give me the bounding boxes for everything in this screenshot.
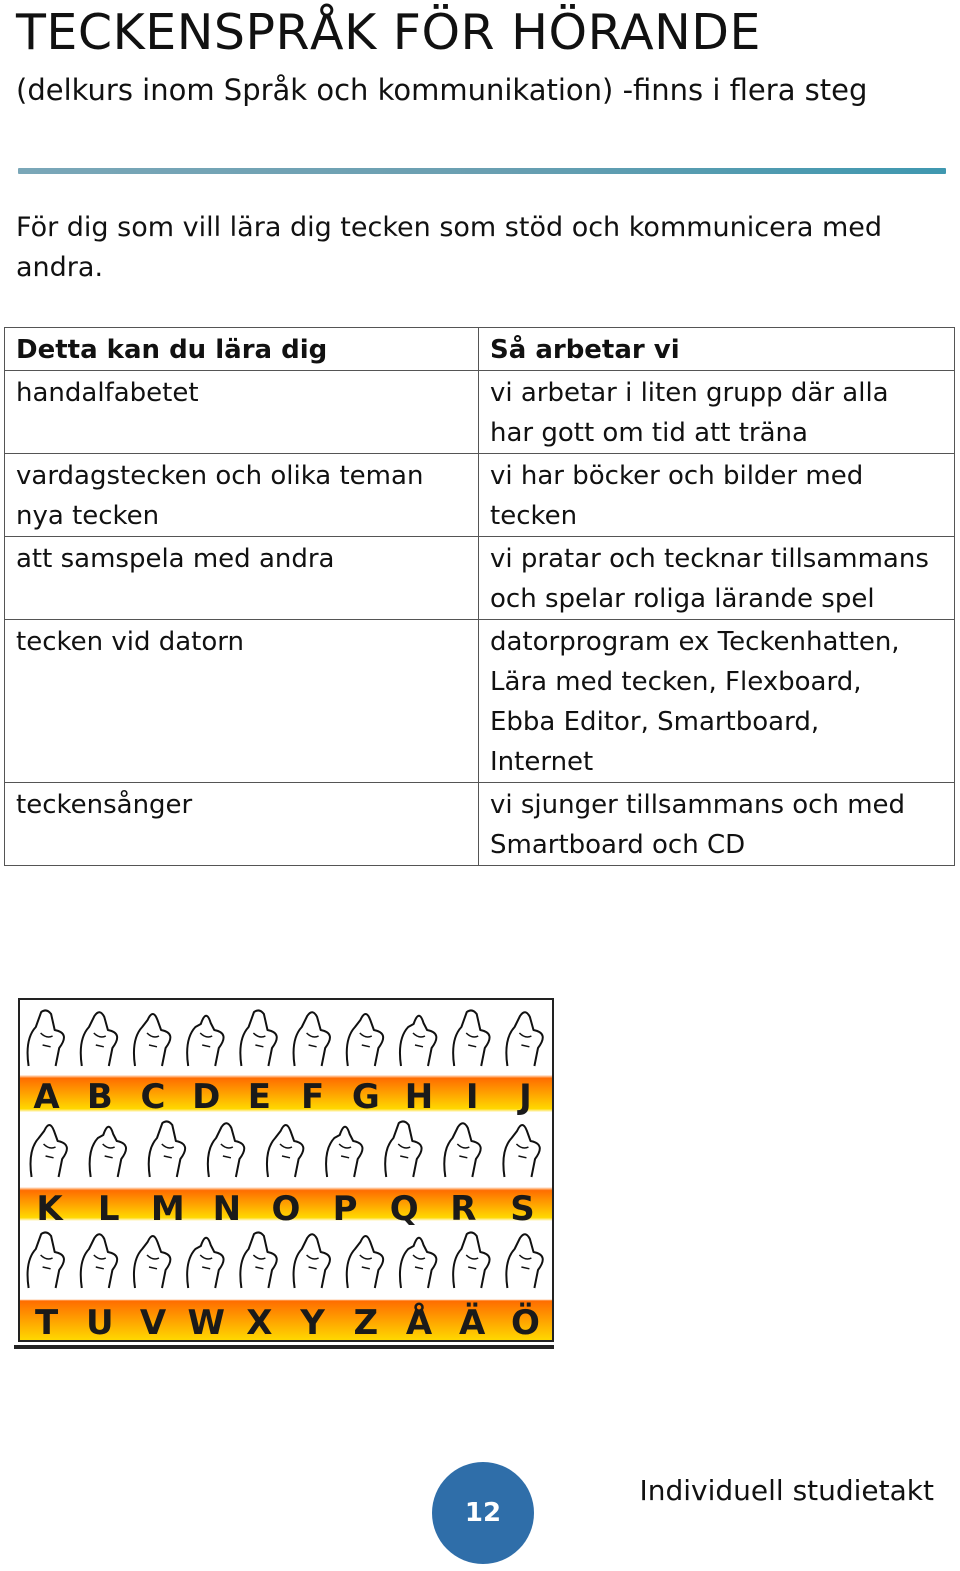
table-cell-learn: [5, 454, 479, 537]
hand-sign-icon: [294, 1012, 330, 1066]
alphabet-letter: H: [404, 1077, 434, 1117]
hand-sign-icon: [385, 1121, 421, 1177]
table-row: [5, 371, 955, 454]
hand-sign-icon: [31, 1125, 67, 1177]
table-cell-learn: [5, 620, 479, 783]
table-cell-work: [479, 454, 955, 537]
cell-line: vi har böcker och bilder med: [490, 461, 864, 491]
table-cell-work: [479, 783, 955, 866]
hand-sign-icon: [187, 1238, 223, 1288]
alphabet-letter: R: [450, 1189, 477, 1229]
alphabet-letter: K: [36, 1189, 63, 1229]
cell-line: Lära med tecken, Flexboard,: [490, 667, 862, 697]
hand-sign-icon: [240, 1232, 276, 1288]
footer-label: Individuell studietakt: [639, 1474, 934, 1507]
hand-sign-icon: [149, 1121, 185, 1177]
alphabet-letter: F: [300, 1077, 325, 1117]
alphabet-letter: Ö: [510, 1303, 540, 1340]
table-row: [5, 783, 955, 866]
alphabet-letter: C: [140, 1077, 166, 1117]
cell-line: vi pratar och tecknar tillsammans: [490, 544, 929, 574]
hand-sign-icon: [81, 1234, 117, 1288]
page-subtitle: (delkurs inom Språk och kommunikation) -finns i flera steg: [16, 73, 868, 107]
table-row: [5, 537, 955, 620]
cell-line: vi arbetar i liten grupp där alla: [490, 378, 889, 408]
alphabet-letter: D: [192, 1077, 221, 1117]
table-cell-work: [479, 371, 955, 454]
alphabet-letter: G: [351, 1077, 380, 1117]
alphabet-letter: E: [247, 1077, 272, 1117]
alphabet-letter: I: [465, 1077, 479, 1117]
cell-line: teckensånger: [16, 790, 193, 820]
alphabet-letter: A: [33, 1077, 60, 1117]
page-number-badge: [432, 1462, 534, 1564]
alphabet-letter: U: [85, 1303, 114, 1340]
hand-sign-icon: [240, 1010, 276, 1066]
alphabet-letter: V: [139, 1303, 167, 1340]
table-row: [5, 454, 955, 537]
hand-sign-icon: [81, 1012, 117, 1066]
cell-line: att samspela med andra: [16, 544, 335, 574]
table-cell-work: [479, 537, 955, 620]
cell-line: handalfabetet: [16, 378, 199, 408]
page-number: 12: [464, 1498, 502, 1528]
page-title: TECKENSPRÅK FÖR HÖRANDE: [16, 4, 761, 61]
table-cell-learn: [5, 783, 479, 866]
cell-line: vi sjunger tillsammans och med: [490, 790, 906, 820]
alphabet-letter: Y: [300, 1303, 325, 1340]
alphabet-letter: T: [34, 1303, 59, 1340]
sign-alphabet-chart: [18, 998, 554, 1342]
alphabet-letter: Z: [353, 1303, 379, 1340]
alphabet-letter: L: [97, 1189, 120, 1229]
hand-sign-icon: [453, 1232, 489, 1288]
info-table: [4, 327, 955, 866]
alphabet-letter: O: [271, 1189, 301, 1229]
hand-sign-icon: [326, 1127, 362, 1177]
hand-sign-icon: [347, 1014, 383, 1066]
hand-sign-icon: [134, 1014, 170, 1066]
hand-sign-icon: [28, 1232, 64, 1288]
cell-line: har gott om tid att träna: [490, 418, 808, 448]
cell-line: datorprogram ex Teckenhatten,: [490, 627, 900, 657]
cell-line: vardagstecken och olika teman: [16, 461, 424, 491]
alphabet-letter: J: [519, 1077, 532, 1117]
table-header-row: [5, 328, 955, 371]
table-cell-learn: [5, 537, 479, 620]
alphabet-letter: N: [212, 1189, 242, 1229]
alphabet-letter: Ä: [459, 1303, 486, 1340]
cell-line: Internet: [490, 747, 594, 777]
table-header-work: Så arbetar vi: [479, 328, 955, 371]
hand-sign-icon: [187, 1016, 223, 1066]
hand-sign-icon: [503, 1125, 539, 1177]
chart-underline: [14, 1345, 554, 1349]
hand-sign-icon: [134, 1236, 170, 1288]
intro-text: För dig som vill lära dig tecken som stöd och kommunicera med andra.: [16, 212, 883, 283]
cell-line: nya tecken: [16, 501, 160, 531]
sign-alphabet-graphic: [20, 1000, 552, 1340]
cell-line: tecken vid datorn: [16, 627, 244, 657]
hand-sign-icon: [400, 1238, 436, 1288]
cell-line: och spelar roliga lärande spel: [490, 584, 875, 614]
table-cell-work: [479, 620, 955, 783]
alphabet-letter: P: [332, 1189, 358, 1229]
alphabet-letter: W: [187, 1303, 225, 1340]
cell-line: tecken: [490, 501, 578, 531]
hand-sign-icon: [400, 1016, 436, 1066]
cell-line: Smartboard och CD: [490, 830, 746, 860]
hand-sign-icon: [444, 1123, 480, 1177]
hand-sign-icon: [208, 1123, 244, 1177]
hand-sign-icon: [506, 1234, 542, 1288]
table-cell-learn: [5, 371, 479, 454]
alphabet-letter: S: [510, 1189, 535, 1229]
hand-sign-icon: [506, 1012, 542, 1066]
hand-sign-icon: [267, 1125, 303, 1177]
alphabet-letter: Å: [405, 1303, 433, 1340]
hand-sign-icon: [347, 1236, 383, 1288]
alphabet-letter: X: [246, 1303, 273, 1340]
alphabet-letter: B: [86, 1077, 113, 1117]
alphabet-letter: Q: [389, 1189, 419, 1229]
alphabet-letter: M: [150, 1189, 185, 1229]
hand-sign-icon: [28, 1010, 64, 1066]
table-row: [5, 620, 955, 783]
hand-sign-icon: [294, 1234, 330, 1288]
table-header-learn: Detta kan du lära dig: [5, 328, 479, 371]
cell-line: Ebba Editor, Smartboard,: [490, 707, 820, 737]
divider: [18, 168, 946, 174]
hand-sign-icon: [453, 1010, 489, 1066]
hand-sign-icon: [90, 1127, 126, 1177]
